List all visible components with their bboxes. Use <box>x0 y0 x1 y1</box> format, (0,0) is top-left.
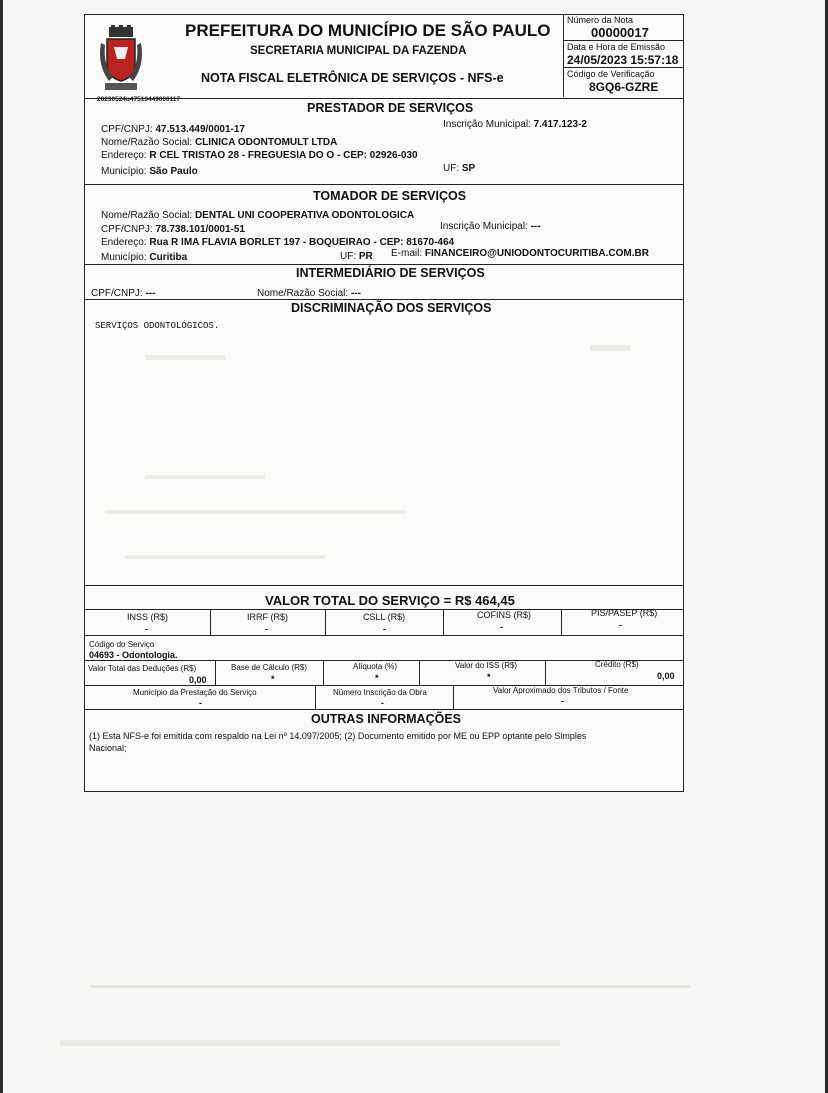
emissao-label: Data e Hora de Emissão <box>567 42 666 52</box>
tributos-aproximados-label: Valor Aproximado dos Tributos / Fonte <box>493 686 629 695</box>
cofins-label: COFINS (R$) <box>477 610 531 620</box>
header-divider <box>563 40 683 41</box>
verificacao-value: 8GQ6-GZRE <box>589 80 659 94</box>
tributos-divider <box>561 609 562 635</box>
aliquota-label: Alíquota (%) <box>353 662 398 671</box>
outras-text-line-2: Nacional; <box>89 743 127 753</box>
base-calculo-label: Base de Cálculo (R$) <box>231 663 308 672</box>
tomador-inscricao: Inscrição Municipal: --- <box>440 221 541 232</box>
prestador-uf: UF: SP <box>443 163 476 174</box>
nfse-document <box>84 14 684 792</box>
tributos-divider <box>325 609 326 635</box>
inscricao-obra-label: Número Inscrição da Obra <box>333 688 427 697</box>
valor-iss-label: Valor do ISS (R$) <box>455 661 518 670</box>
pispasep-label: PIS/PASEP (R$) <box>591 608 658 618</box>
prestador-municipio: Município: São Paulo <box>101 166 198 177</box>
extras-divider <box>315 685 316 709</box>
tributos-divider <box>210 609 211 635</box>
credito-label: Crédito (R$) <box>595 660 639 669</box>
intermediario-nome: Nome/Razão Social: --- <box>257 288 361 299</box>
extras-divider <box>453 685 454 709</box>
prestador-endereco: Endereço: R CEL TRISTAO 28 - FREGUESIA DO O - CEP: 02926-030 <box>101 150 418 161</box>
section-divider <box>85 98 683 99</box>
municipio-prestacao-label: Município da Prestação do Serviço <box>133 688 257 697</box>
credito-value: 0,00 <box>657 671 675 681</box>
nota-title: NOTA FISCAL ELETRÔNICA DE SERVIÇOS - NFS-e <box>201 71 504 85</box>
irrf-value: - <box>265 624 268 634</box>
bleed-through-mark <box>60 1040 560 1046</box>
calculo-divider <box>419 660 420 686</box>
valor-iss-value: * <box>487 672 491 682</box>
outras-heading: OUTRAS INFORMAÇÕES <box>311 712 461 726</box>
prestador-cpf: CPF/CNPJ: 47.513.449/0001-17 <box>101 124 245 135</box>
csll-value: - <box>383 624 386 634</box>
section-divider <box>85 660 683 661</box>
tributos-aproximados-value: - <box>561 696 564 706</box>
section-divider <box>85 709 683 710</box>
intermediario-heading: INTERMEDIÁRIO DE SERVIÇOS <box>296 266 485 280</box>
bleed-through-mark <box>90 985 690 988</box>
bleed-through-mark <box>590 345 630 351</box>
numero-value: 00000017 <box>591 25 649 40</box>
section-divider <box>85 264 683 265</box>
outras-text-line-1: (1) Esta NFS-e foi emitida com respaldo na Lei nº 14.097/2005; (2) Documento emitido por ME ou EPP optante pelo Simples <box>89 731 587 741</box>
bleed-through-mark <box>145 475 265 479</box>
section-divider <box>85 585 683 586</box>
aliquota-value: * <box>375 673 379 683</box>
numero-label: Número da Nota <box>567 15 634 25</box>
municipio-prestacao-value: - <box>199 698 202 708</box>
calculo-divider <box>323 660 324 686</box>
tomador-municipio: Município: Curitiba <box>101 252 188 263</box>
header-divider <box>563 67 683 68</box>
tomador-heading: TOMADOR DE SERVIÇOS <box>313 189 467 203</box>
discriminacao-heading: DISCRIMINAÇÃO DOS SERVIÇOS <box>291 301 492 315</box>
tomador-cpf: CPF/CNPJ: 78.738.101/0001-51 <box>101 224 245 235</box>
valor-total: VALOR TOTAL DO SERVIÇO = R$ 464,45 <box>265 593 515 608</box>
irrf-label: IRRF (R$) <box>247 612 288 622</box>
prestador-inscricao: Inscrição Municipal: 7.417.123-2 <box>443 119 587 130</box>
base-calculo-value: * <box>271 674 275 684</box>
tomador-email: E-mail: FINANCEIRO@UNIODONTOCURITIBA.COM.BR <box>391 248 649 259</box>
emissao-value: 24/05/2023 15:57:18 <box>567 53 679 67</box>
section-divider <box>85 299 683 300</box>
pispasep-value: - <box>619 620 622 630</box>
csll-label: CSLL (R$) <box>363 612 406 622</box>
cofins-value: - <box>500 622 503 632</box>
tributos-divider <box>443 609 444 635</box>
barcode-text: 20230524u47513449000117 <box>97 96 181 103</box>
deducoes-label: Valor Total das Deduções (R$) <box>88 664 197 673</box>
secretaria-title: SECRETARIA MUNICIPAL DA FAZENDA <box>250 45 467 57</box>
inscricao-obra-value: - <box>381 698 384 708</box>
tomador-nome: Nome/Razão Social: DENTAL UNI COOPERATIVA ODONTOLOGICA <box>101 210 415 221</box>
deducoes-value: 0,00 <box>189 675 207 685</box>
header-divider <box>563 15 564 97</box>
bleed-through-mark <box>125 555 325 559</box>
bleed-through-mark <box>145 355 225 360</box>
prestador-nome: Nome/Razão Social: CLINICA ODONTOMULT LTDA <box>101 137 338 148</box>
tomador-uf: UF: PR <box>340 251 373 262</box>
section-divider <box>85 184 683 185</box>
page-title: PREFEITURA DO MUNICÍPIO DE SÃO PAULO <box>185 21 551 40</box>
prestador-heading: PRESTADOR DE SERVIÇOS <box>307 101 474 115</box>
codigo-servico-label: Código do Serviço <box>89 640 155 649</box>
discriminacao-text: SERVIÇOS ODONTOLÓGICOS. <box>95 321 220 331</box>
verificacao-label: Código de Verificação <box>567 69 655 79</box>
section-divider <box>85 635 683 636</box>
inss-value: - <box>145 624 148 634</box>
codigo-servico-value: 04693 - Odontologia. <box>89 650 178 660</box>
calculo-divider <box>545 660 546 686</box>
calculo-divider <box>215 660 216 686</box>
bleed-through-mark <box>105 510 405 514</box>
inss-label: INSS (R$) <box>127 612 169 622</box>
tomador-endereco: Endereço: Rua R IMA FLAVIA BORLET 197 - BOQUEIRAO - CEP: 81670-464 <box>101 237 455 248</box>
intermediario-cpf: CPF/CNPJ: --- <box>91 288 156 299</box>
sao-paulo-coat-of-arms-icon <box>99 25 143 93</box>
